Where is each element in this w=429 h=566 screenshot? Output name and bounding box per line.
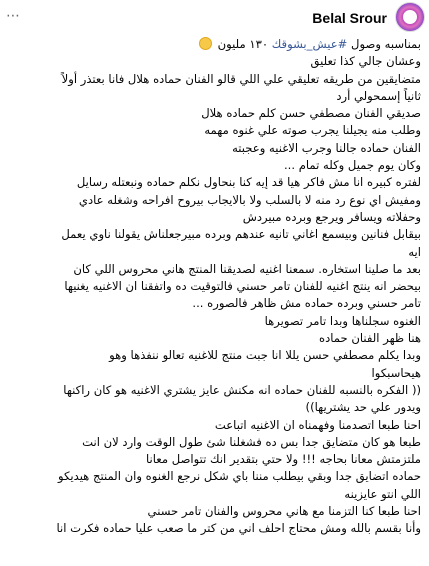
post-text-line: حماده اتضايق جدا وبقي بيطلب مننا باي شكل نرجع الغنوه وان المنتج هيديكو	[57, 469, 421, 484]
post-text-line: وحفلاته ويسافر ويرجع وبرده مبيردش	[242, 209, 421, 224]
post-text-line: صديقي الفنان مصطفي حسن كلم حماده هلال	[201, 106, 421, 121]
post-text-line: هيحاسبكوا	[371, 365, 421, 380]
post-text-line: ملتزمتش معانا بحاجه !!! ولا حتي بتقدير انك تتواصل معانا	[146, 452, 421, 467]
author-name[interactable]: Belal Srour	[312, 10, 387, 26]
post-header-prefix: بمناسبه وصول	[347, 37, 421, 51]
post-text-line: بيقابل فنانين وبيسمع اغاني تانيه عندهم وبرده مبيرجعلناش يقولنا ناوي يعمل	[61, 227, 421, 242]
post-text-line: ويدور علي حد يشتريها))	[305, 400, 421, 415]
post-header-suffix: ١٣٠ مليون	[217, 37, 272, 51]
post-text-line: بعد ما صلينا استخاره. سمعنا اغنيه لصديقنا المنتج هاني محروس اللي كان	[73, 261, 421, 276]
post-text-line: هنا ظهر الفنان حماده	[319, 331, 421, 346]
post-header-line	[6, 36, 421, 53]
post-text-line: وبدا يكلم مصطفي حسن يللا انا جبت منتج للاغنيه تعالو ننفذها وهو	[109, 348, 421, 363]
avatar[interactable]	[395, 2, 425, 32]
avatar-ring-icon	[403, 10, 417, 24]
post-text-line: متضايقين من طريقه تعليقي علي اللي قالو الفنان حماده هلال فانا بعتذر أولاً	[61, 71, 421, 86]
post-text-line: (( الفكره بالنسبه للفنان حماده انه مكنش عايز يشتري الاغنيه هو كان راكنها	[63, 382, 421, 397]
post-text-line: ايه	[408, 244, 421, 259]
post-text-line: ثانياً إسمحولي أرد	[336, 88, 421, 103]
post-text-line: وكان يوم جميل وكله تمام ...	[283, 158, 421, 173]
post-text-line: لفتره كبيره انا مش فاكر هيا قد إيه كنا بنحاول نكلم حماده ونبعتله رسايل	[76, 175, 421, 190]
post-text-line: وطلب منه يجيلنا يجرب صوته علي غنوه مهمه	[204, 123, 421, 138]
post-text-line: وأنا بقسم بالله ومش محتاج احلف اني من كتر ما صعب عليا حماده فكرت انا	[56, 521, 421, 536]
post-text-line: بيحضر انه ينتج اغنيه للفنان تامر حسني فالتوقيت ده واتفقنا ان الاغنيه يغنيها	[64, 279, 421, 294]
hashtag-link[interactable]: #عيش_بشوقك	[271, 37, 348, 51]
post-text-lines	[6, 53, 421, 537]
post-text-line: اللي انتو عايزينه	[344, 486, 421, 501]
more-options-icon[interactable]: ⋯	[6, 8, 20, 24]
post-text-line: تامر حسني وبرده حماده مش ظاهر فالصوره ...	[192, 296, 421, 311]
post-text-line: الغنوه سجلناها وبدا تامر تصويرها	[264, 313, 421, 328]
post-text-line: احنا طبعا كنا التزمنا مع هاني محروس والفنان تامر حسني	[147, 504, 421, 519]
laughing-emoji-icon	[199, 37, 212, 50]
post-text-line: طبعا هو كان متضايق جدا بس ده فشغلنا شئ طول الوقت وارد لان انت	[82, 434, 421, 449]
post-header	[0, 0, 429, 34]
post-body	[6, 36, 421, 538]
post-text-line: ومفيش اي نوع رد منه لا بالسلب ولا بالايجاب بيروح افراحه وشغله عادي	[78, 192, 421, 207]
post-text-line: وعشان جالي كذا تعليق	[310, 54, 421, 69]
post-text-line: احنا طبعا اتصدمنا وفهمناه ان الاغنيه اتباعت	[214, 417, 421, 432]
post-text-line: الفنان حماده جالنا وجرب الاغنيه وعجبته	[232, 140, 421, 155]
